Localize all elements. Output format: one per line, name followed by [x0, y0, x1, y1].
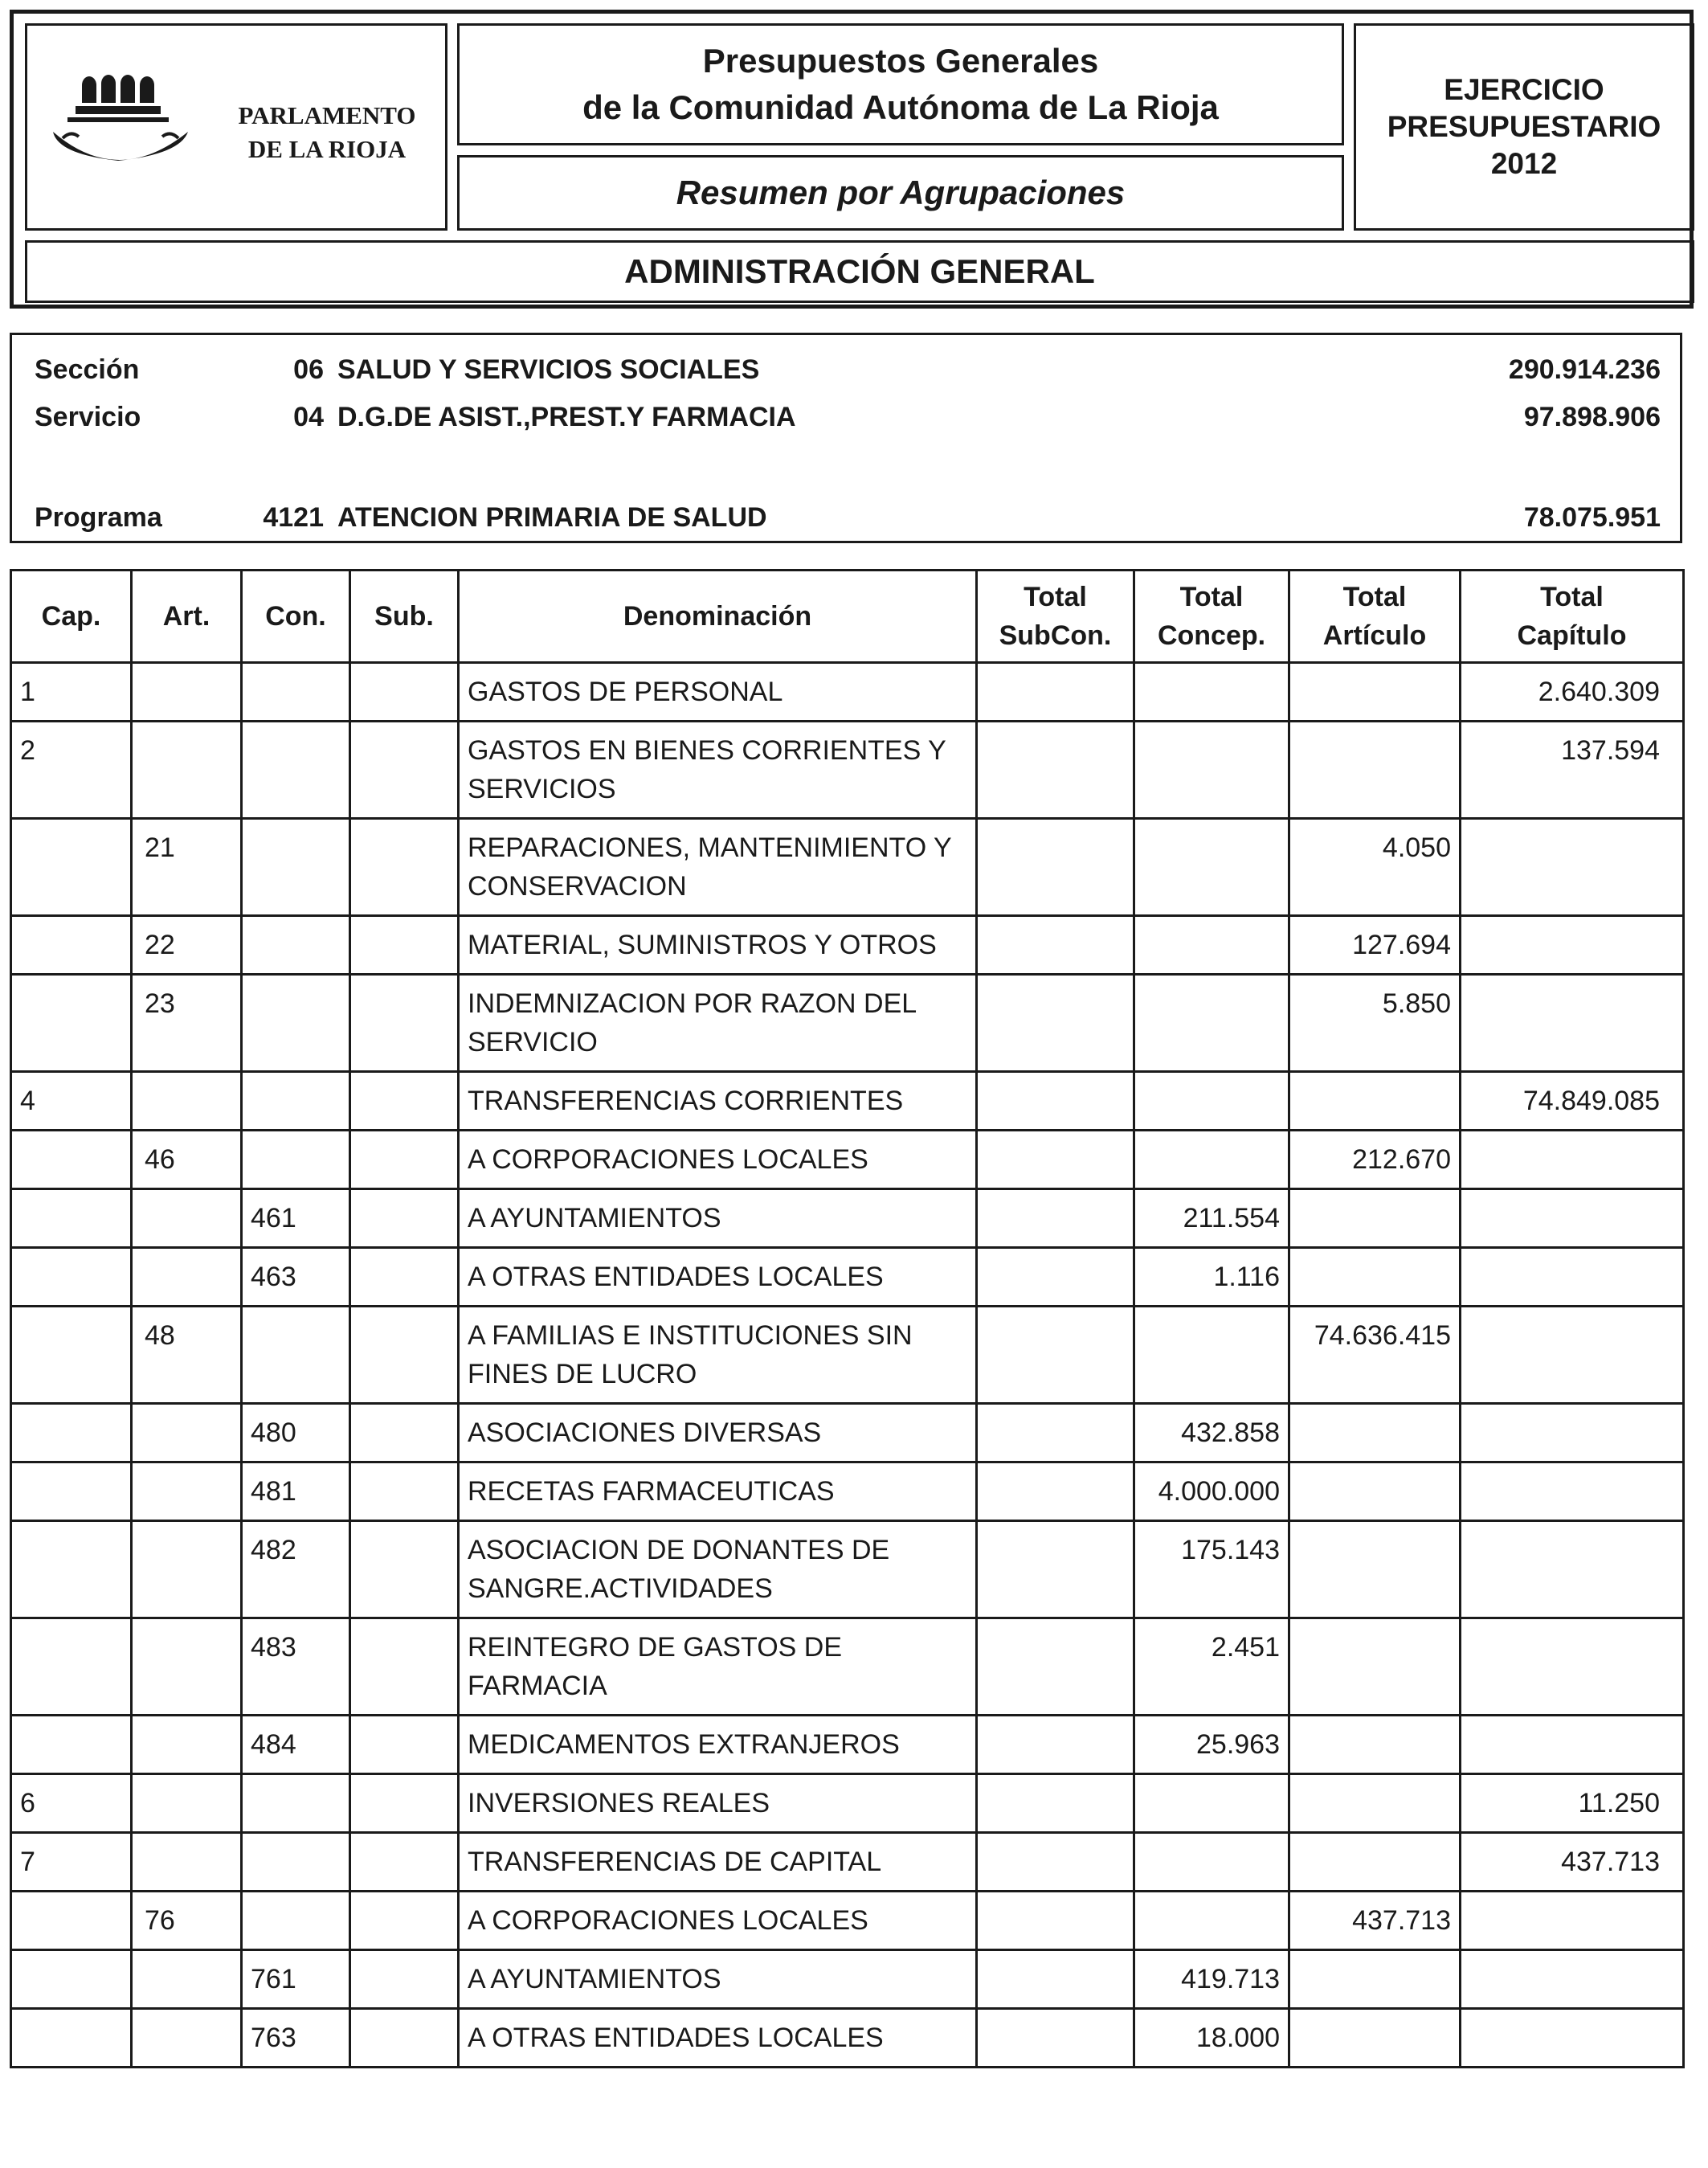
total-concep-cell: 4.000.000 — [1134, 1462, 1289, 1521]
cap-cell: 7 — [11, 1833, 132, 1892]
denominacion-cell: INVERSIONES REALES — [459, 1774, 977, 1833]
sub-cell — [350, 1248, 459, 1307]
total-subcon-cell — [977, 1618, 1134, 1716]
art-cell: 22 — [132, 916, 242, 975]
total-articulo-cell: 212.670 — [1289, 1131, 1461, 1189]
art-cell — [132, 1950, 242, 2009]
art-cell: 46 — [132, 1131, 242, 1189]
cap-cell — [11, 1950, 132, 2009]
cap-cell: 6 — [11, 1774, 132, 1833]
cap-cell — [11, 1307, 132, 1404]
total-concep-cell: 432.858 — [1134, 1404, 1289, 1462]
con-cell — [242, 1072, 350, 1131]
table-row — [11, 975, 1684, 1072]
ejercicio-box — [1354, 23, 1694, 231]
total-articulo-cell — [1289, 1833, 1461, 1892]
table-header-row — [11, 571, 1684, 663]
con-cell: 484 — [242, 1716, 350, 1774]
subtitle: Resumen por Agrupaciones — [676, 174, 1126, 211]
total-capitulo-cell — [1461, 1618, 1684, 1716]
cap-cell — [11, 1892, 132, 1950]
con-cell: 763 — [242, 2009, 350, 2068]
total-concep-cell: 1.116 — [1134, 1248, 1289, 1307]
cap-cell — [11, 1404, 132, 1462]
table-row — [11, 1950, 1684, 2009]
art-cell: 21 — [132, 819, 242, 916]
total-capitulo-cell — [1461, 819, 1684, 916]
con-cell: 761 — [242, 1950, 350, 2009]
total-capitulo-cell — [1461, 1462, 1684, 1521]
total-concep-cell — [1134, 1892, 1289, 1950]
cap-cell — [11, 2009, 132, 2068]
table-row — [11, 916, 1684, 975]
cap-cell — [11, 1189, 132, 1248]
total-subcon-cell — [977, 975, 1134, 1072]
total-capitulo-cell: 11.250 — [1461, 1774, 1684, 1833]
denominacion-cell: A CORPORACIONES LOCALES — [459, 1131, 977, 1189]
table-row — [11, 1892, 1684, 1950]
header-total-concep: Total Concep. — [1134, 571, 1289, 663]
total-concep-cell — [1134, 1833, 1289, 1892]
total-concep-cell — [1134, 916, 1289, 975]
total-capitulo-cell: 74.849.085 — [1461, 1072, 1684, 1131]
subtitle-box — [457, 155, 1344, 231]
cap-cell — [11, 975, 132, 1072]
total-articulo-cell — [1289, 1248, 1461, 1307]
total-articulo-cell — [1289, 1950, 1461, 2009]
con-cell — [242, 1833, 350, 1892]
logo-box — [25, 23, 447, 231]
header-con: Con. — [242, 571, 350, 663]
header-cap: Cap. — [11, 571, 132, 663]
denominacion-cell: REPARACIONES, MANTENIMIENTO Y CONSERVACION — [459, 819, 977, 916]
cap-cell — [11, 1462, 132, 1521]
cap-cell — [11, 1716, 132, 1774]
table-row — [11, 1521, 1684, 1618]
header-total-articulo: Total Artículo — [1289, 571, 1461, 663]
programa-label: Programa — [35, 502, 162, 533]
sub-cell — [350, 1189, 459, 1248]
header-denominacion: Denominación — [459, 571, 977, 663]
total-concep-cell: 211.554 — [1134, 1189, 1289, 1248]
con-cell: 483 — [242, 1618, 350, 1716]
denominacion-cell: REINTEGRO DE GASTOS DE FARMACIA — [459, 1618, 977, 1716]
total-articulo-cell — [1289, 1462, 1461, 1521]
table-row — [11, 1189, 1684, 1248]
table-row — [11, 722, 1684, 819]
total-articulo-cell — [1289, 1716, 1461, 1774]
cap-cell — [11, 916, 132, 975]
total-concep-cell: 2.451 — [1134, 1618, 1289, 1716]
art-cell — [132, 1521, 242, 1618]
table-row — [11, 1716, 1684, 1774]
denominacion-cell: INDEMNIZACION POR RAZON DEL SERVICIO — [459, 975, 977, 1072]
servicio-name: D.G.DE ASIST.,PREST.Y FARMACIA — [337, 402, 796, 432]
total-concep-cell — [1134, 1774, 1289, 1833]
total-capitulo-cell — [1461, 2009, 1684, 2068]
ejercicio-year: 2012 — [1490, 147, 1558, 180]
total-articulo-cell — [1289, 722, 1461, 819]
total-concep-cell: 25.963 — [1134, 1716, 1289, 1774]
total-subcon-cell — [977, 1833, 1134, 1892]
table-row — [11, 1833, 1684, 1892]
servicio-label: Servicio — [35, 402, 141, 432]
denominacion-cell: RECETAS FARMACEUTICAS — [459, 1462, 977, 1521]
header-art: Art. — [132, 571, 242, 663]
total-concep-cell — [1134, 663, 1289, 722]
cap-cell — [11, 819, 132, 916]
title-line1: Presupuestos Generales — [702, 42, 1099, 80]
art-cell — [132, 1404, 242, 1462]
con-cell — [242, 1131, 350, 1189]
sub-cell — [350, 975, 459, 1072]
total-articulo-cell — [1289, 1521, 1461, 1618]
denominacion-cell: MATERIAL, SUMINISTROS Y OTROS — [459, 916, 977, 975]
sub-cell — [350, 663, 459, 722]
total-subcon-cell — [977, 1131, 1134, 1189]
header-sub: Sub. — [350, 571, 459, 663]
art-cell: 23 — [132, 975, 242, 1072]
total-capitulo-cell: 137.594 — [1461, 722, 1684, 819]
art-cell — [132, 722, 242, 819]
art-cell — [132, 1189, 242, 1248]
con-cell: 461 — [242, 1189, 350, 1248]
art-cell — [132, 1618, 242, 1716]
header-total-subcon: Total SubCon. — [977, 571, 1134, 663]
art-cell — [132, 1462, 242, 1521]
logo-text-line2: DE LA RIOJA — [247, 135, 407, 163]
administracion-box — [25, 240, 1694, 303]
denominacion-cell: A OTRAS ENTIDADES LOCALES — [459, 2009, 977, 2068]
total-subcon-cell — [977, 916, 1134, 975]
denominacion-cell: A CORPORACIONES LOCALES — [459, 1892, 977, 1950]
total-articulo-cell — [1289, 1189, 1461, 1248]
programa-amount: 78.075.951 — [1523, 502, 1661, 533]
art-cell: 76 — [132, 1892, 242, 1950]
seccion-amount: 290.914.236 — [1508, 354, 1661, 385]
seccion-label: Sección — [35, 354, 140, 385]
total-capitulo-cell — [1461, 1892, 1684, 1950]
table-row — [11, 1462, 1684, 1521]
total-articulo-cell: 127.694 — [1289, 916, 1461, 975]
sub-cell — [350, 1716, 459, 1774]
art-cell — [132, 1774, 242, 1833]
denominacion-cell: GASTOS DE PERSONAL — [459, 663, 977, 722]
total-subcon-cell — [977, 1774, 1134, 1833]
seccion-code: 06 — [293, 354, 324, 385]
con-cell — [242, 916, 350, 975]
con-cell — [242, 1307, 350, 1404]
table-row — [11, 1072, 1684, 1131]
table-row — [11, 663, 1684, 722]
denominacion-cell: ASOCIACION DE DONANTES DE SANGRE.ACTIVIDADES — [459, 1521, 977, 1618]
total-subcon-cell — [977, 663, 1134, 722]
art-cell — [132, 663, 242, 722]
total-capitulo-cell — [1461, 1189, 1684, 1248]
table-row — [11, 1307, 1684, 1404]
art-cell — [132, 2009, 242, 2068]
denominacion-cell: TRANSFERENCIAS DE CAPITAL — [459, 1833, 977, 1892]
sub-cell — [350, 2009, 459, 2068]
total-capitulo-cell — [1461, 1248, 1684, 1307]
header-total-capitulo: Total Capítulo — [1461, 571, 1684, 663]
total-subcon-cell — [977, 722, 1134, 819]
sub-cell — [350, 722, 459, 819]
con-cell: 480 — [242, 1404, 350, 1462]
con-cell: 463 — [242, 1248, 350, 1307]
denominacion-cell: TRANSFERENCIAS CORRIENTES — [459, 1072, 977, 1131]
total-articulo-cell: 4.050 — [1289, 819, 1461, 916]
cap-cell — [11, 1131, 132, 1189]
total-capitulo-cell — [1461, 1716, 1684, 1774]
servicio-code: 04 — [293, 402, 324, 432]
sub-cell — [350, 1521, 459, 1618]
total-articulo-cell — [1289, 1774, 1461, 1833]
con-cell — [242, 819, 350, 916]
art-cell — [132, 1833, 242, 1892]
total-concep-cell — [1134, 975, 1289, 1072]
cap-cell — [11, 1521, 132, 1618]
sub-cell — [350, 1462, 459, 1521]
total-subcon-cell — [977, 819, 1134, 916]
total-concep-cell: 18.000 — [1134, 2009, 1289, 2068]
document-header — [10, 10, 1694, 309]
sub-cell — [350, 1950, 459, 2009]
con-cell — [242, 1892, 350, 1950]
administracion-title: ADMINISTRACIÓN GENERAL — [624, 252, 1095, 290]
parlamento-logo-icon — [43, 67, 212, 188]
seccion-name: SALUD Y SERVICIOS SOCIALES — [337, 354, 760, 385]
total-capitulo-cell — [1461, 1521, 1684, 1618]
programa-row — [12, 497, 1680, 538]
total-subcon-cell — [977, 1521, 1134, 1618]
total-concep-cell — [1134, 819, 1289, 916]
section-info — [10, 333, 1682, 543]
denominacion-cell: GASTOS EN BIENES CORRIENTES Y SERVICIOS — [459, 722, 977, 819]
total-capitulo-cell — [1461, 1131, 1684, 1189]
total-capitulo-cell — [1461, 1404, 1684, 1462]
con-cell — [242, 975, 350, 1072]
con-cell — [242, 722, 350, 819]
total-concep-cell: 419.713 — [1134, 1950, 1289, 2009]
table-body — [11, 663, 1684, 2068]
total-subcon-cell — [977, 1248, 1134, 1307]
cap-cell — [11, 1248, 132, 1307]
denominacion-cell: ASOCIACIONES DIVERSAS — [459, 1404, 977, 1462]
denominacion-cell: A OTRAS ENTIDADES LOCALES — [459, 1248, 977, 1307]
table-row — [11, 1131, 1684, 1189]
seccion-row — [12, 350, 1680, 390]
denominacion-cell: A FAMILIAS E INSTITUCIONES SIN FINES DE LUCRO — [459, 1307, 977, 1404]
total-concep-cell — [1134, 1307, 1289, 1404]
total-articulo-cell — [1289, 1072, 1461, 1131]
total-subcon-cell — [977, 1307, 1134, 1404]
total-capitulo-cell — [1461, 916, 1684, 975]
total-articulo-cell — [1289, 1618, 1461, 1716]
total-subcon-cell — [977, 1404, 1134, 1462]
total-subcon-cell — [977, 1950, 1134, 2009]
title-box — [457, 23, 1344, 145]
sub-cell — [350, 916, 459, 975]
sub-cell — [350, 1774, 459, 1833]
art-cell — [132, 1248, 242, 1307]
total-articulo-cell — [1289, 663, 1461, 722]
art-cell — [132, 1072, 242, 1131]
servicio-amount: 97.898.906 — [1523, 402, 1661, 432]
cap-cell: 1 — [11, 663, 132, 722]
sub-cell — [350, 1892, 459, 1950]
total-subcon-cell — [977, 1462, 1134, 1521]
con-cell: 482 — [242, 1521, 350, 1618]
total-concep-cell: 175.143 — [1134, 1521, 1289, 1618]
servicio-row — [12, 397, 1680, 437]
ejercicio-line2: PRESUPUESTARIO — [1387, 110, 1661, 143]
table-row — [11, 1618, 1684, 1716]
table-row — [11, 1774, 1684, 1833]
table-row — [11, 819, 1684, 916]
sub-cell — [350, 1307, 459, 1404]
total-capitulo-cell — [1461, 975, 1684, 1072]
total-subcon-cell — [977, 1072, 1134, 1131]
table-row — [11, 1404, 1684, 1462]
title-line2: de la Comunidad Autónoma de La Rioja — [582, 88, 1219, 126]
sub-cell — [350, 1833, 459, 1892]
art-cell — [132, 1716, 242, 1774]
total-subcon-cell — [977, 1892, 1134, 1950]
total-capitulo-cell: 437.713 — [1461, 1833, 1684, 1892]
programa-code: 4121 — [263, 502, 324, 533]
table-row — [11, 1248, 1684, 1307]
total-capitulo-cell: 2.640.309 — [1461, 663, 1684, 722]
total-concep-cell — [1134, 1131, 1289, 1189]
total-subcon-cell — [977, 1189, 1134, 1248]
cap-cell: 2 — [11, 722, 132, 819]
total-articulo-cell — [1289, 2009, 1461, 2068]
table-row — [11, 2009, 1684, 2068]
denominacion-cell: A AYUNTAMIENTOS — [459, 1189, 977, 1248]
budget-table — [10, 569, 1685, 2068]
con-cell — [242, 663, 350, 722]
total-capitulo-cell — [1461, 1950, 1684, 2009]
con-cell — [242, 1774, 350, 1833]
denominacion-cell: A AYUNTAMIENTOS — [459, 1950, 977, 2009]
denominacion-cell: MEDICAMENTOS EXTRANJEROS — [459, 1716, 977, 1774]
cap-cell: 4 — [11, 1072, 132, 1131]
sub-cell — [350, 1404, 459, 1462]
total-articulo-cell: 437.713 — [1289, 1892, 1461, 1950]
sub-cell — [350, 819, 459, 916]
total-concep-cell — [1134, 1072, 1289, 1131]
total-articulo-cell: 74.636.415 — [1289, 1307, 1461, 1404]
sub-cell — [350, 1131, 459, 1189]
con-cell: 481 — [242, 1462, 350, 1521]
ejercicio-line1: EJERCICIO — [1444, 73, 1604, 106]
total-articulo-cell — [1289, 1404, 1461, 1462]
sub-cell — [350, 1618, 459, 1716]
cap-cell — [11, 1618, 132, 1716]
total-concep-cell — [1134, 722, 1289, 819]
total-subcon-cell — [977, 2009, 1134, 2068]
art-cell: 48 — [132, 1307, 242, 1404]
programa-name: ATENCION PRIMARIA DE SALUD — [337, 502, 767, 533]
total-capitulo-cell — [1461, 1307, 1684, 1404]
total-subcon-cell — [977, 1716, 1134, 1774]
total-articulo-cell: 5.850 — [1289, 975, 1461, 1072]
logo-text-line1: PARLAMENTO — [238, 101, 416, 129]
sub-cell — [350, 1072, 459, 1131]
